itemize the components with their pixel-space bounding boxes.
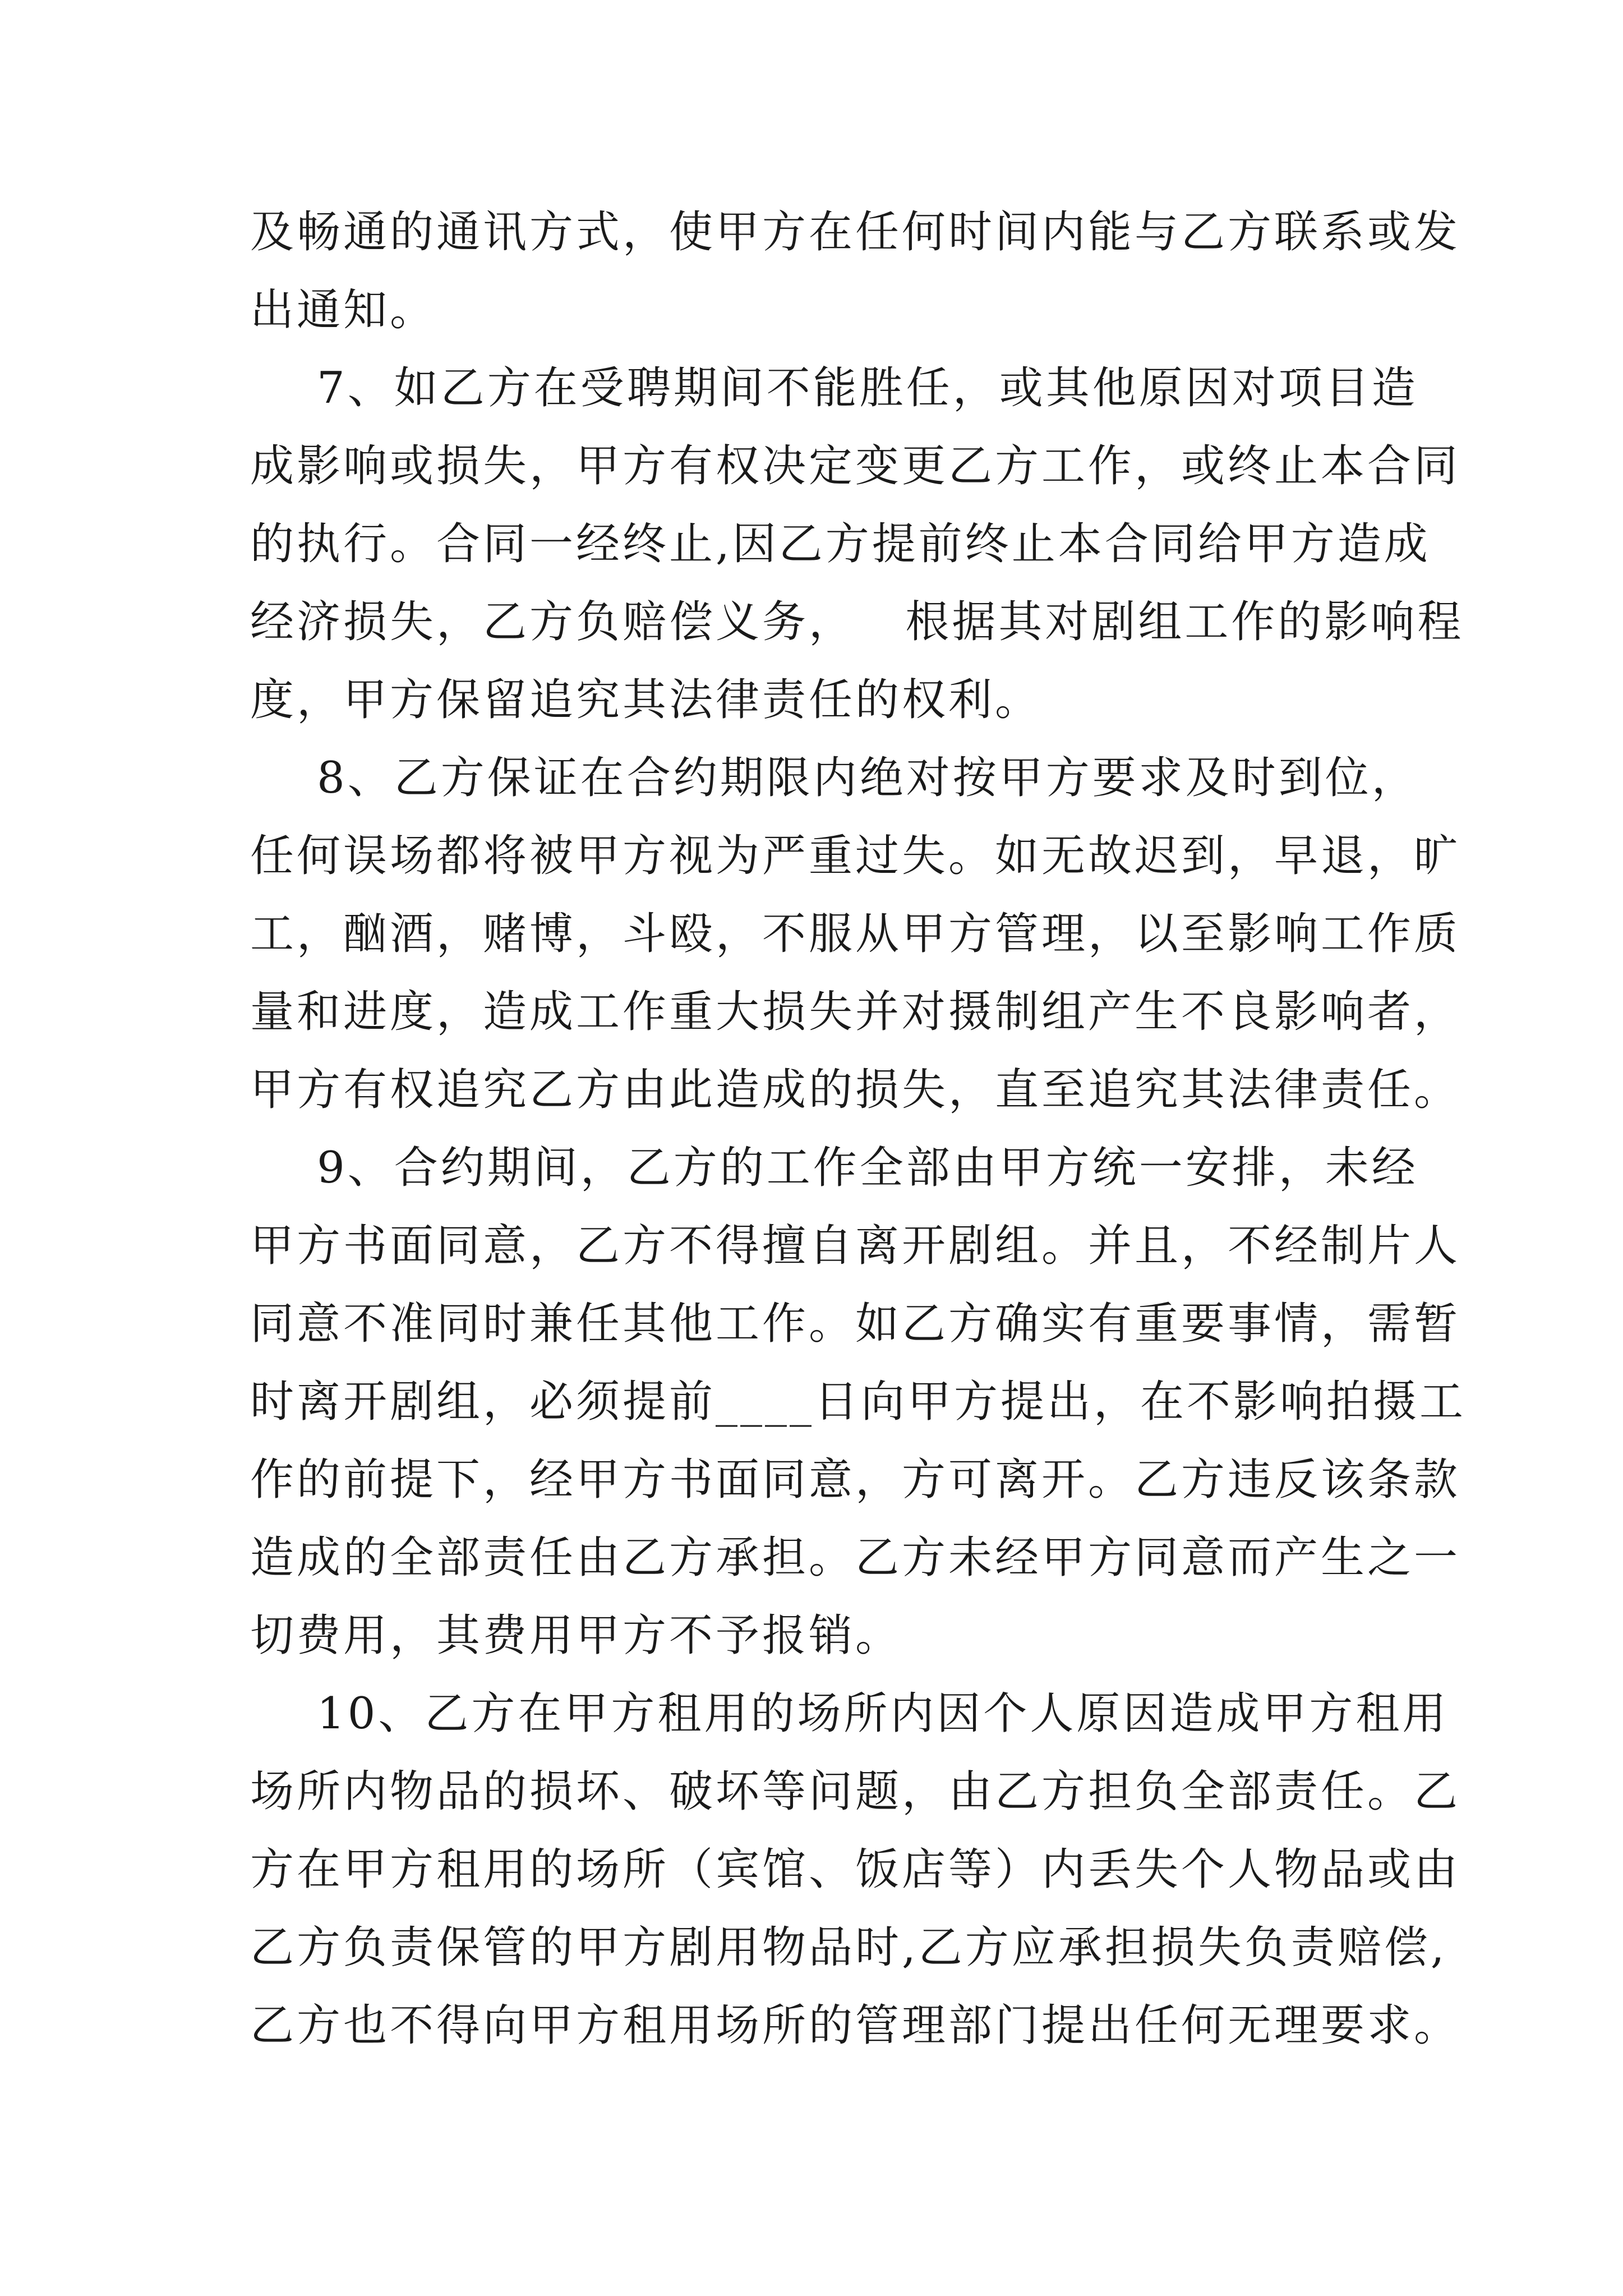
text-line: 作的前提下，经甲方书面同意，方可离开。乙方违反该条款 — [250, 1455, 1461, 1505]
text-line: 方在甲方租用的场所（宾馆、饭店等）内丢失个人物品或由 — [250, 1844, 1461, 1895]
text-line: 甲方书面同意，乙方不得擅自离开剧组。并且，不经制片人 — [250, 1221, 1461, 1271]
text-line: 10、乙方在甲方租用的场所内因个人原因造成甲方租用 — [250, 1688, 1449, 1739]
text-line: 成影响或损失，甲方有权决定变更乙方工作，或终止本合同 — [250, 441, 1461, 491]
text-line: 及畅通的通讯方式，使甲方在任何时间内能与乙方联系或发 — [250, 207, 1461, 257]
text-line: 经济损失，乙方负赔偿义务， 根据其对剧组工作的影响程 — [250, 597, 1464, 647]
text-line: 出通知。 — [250, 285, 437, 335]
text-line: 乙方负责保管的甲方剧用物品时,乙方应承担损失负责赔偿, — [250, 1922, 1447, 1973]
contract-body-text — [250, 194, 1467, 2065]
text-line: 度，甲方保留追究其法律责任的权利。 — [250, 675, 1042, 725]
text-line: 7、如乙方在受聘期间不能胜任，或其他原因对项目造 — [250, 363, 1418, 413]
text-line: 切费用，其费用甲方不予报销。 — [250, 1611, 902, 1661]
text-line: 8、乙方保证在合约期限内绝对按甲方要求及时到位， — [250, 753, 1418, 803]
text-line: 量和进度，造成工作重大损失并对摄制组产生不良影响者， — [250, 987, 1461, 1037]
text-line: 时离开剧组，必须提前____日向甲方提出，在不影响拍摄工 — [250, 1377, 1467, 1427]
text-line: 乙方也不得向甲方租用场所的管理部门提出任何无理要求。 — [250, 2000, 1461, 2051]
text-line: 工，酗酒，赌博，斗殴，不服从甲方管理，以至影响工作质 — [250, 909, 1461, 959]
text-line: 同意不准同时兼任其他工作。如乙方确实有重要事情，需暂 — [250, 1299, 1461, 1349]
text-line: 甲方有权追究乙方由此造成的损失，直至追究其法律责任。 — [250, 1065, 1461, 1115]
text-line: 9、合约期间，乙方的工作全部由甲方统一安排，未经 — [250, 1143, 1418, 1193]
text-line: 的执行。合同一经终止,因乙方提前终止本合同给甲方造成 — [250, 519, 1431, 569]
text-line: 任何误场都将被甲方视为严重过失。如无故迟到，早退，旷 — [250, 831, 1461, 881]
text-line: 场所内物品的损坏、破坏等问题，由乙方担负全部责任。乙 — [250, 1766, 1461, 1817]
text-line: 造成的全部责任由乙方承担。乙方未经甲方同意而产生之一 — [250, 1533, 1461, 1583]
